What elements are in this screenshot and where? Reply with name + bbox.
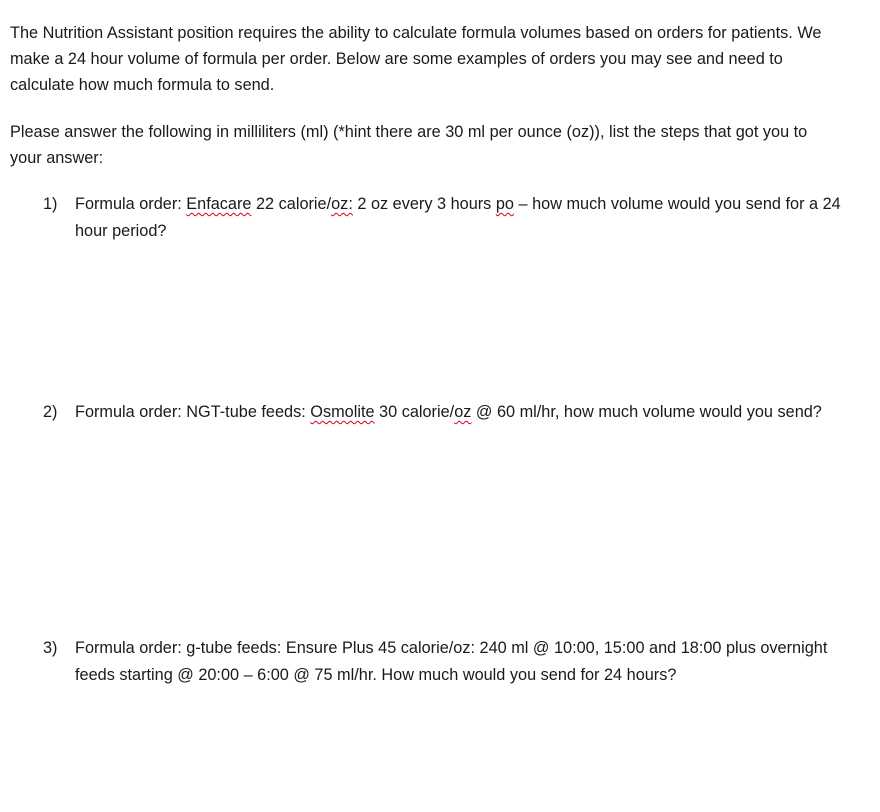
misspelled-word: Osmolite: [310, 403, 375, 421]
question-2: [43, 399, 843, 426]
intro-paragraph: The Nutrition Assistant position requires the ability to calculate formula volumes based on orders for patients. We make a 24 hour volume of formula per order. Below are some examples of orders you may see and need to calculate how much formula to send.: [10, 24, 822, 94]
instructions-paragraph: Please answer the following in milliliters (ml) (*hint there are 30 ml per ounce (oz)), list the steps that got you to your answer:: [10, 123, 808, 167]
misspelled-word: po: [495, 195, 514, 213]
question-text: [75, 399, 843, 426]
question-text: [75, 191, 843, 245]
question-text: [75, 635, 843, 689]
question-1: [43, 191, 843, 245]
question-text-segment: 22 calorie/: [251, 195, 332, 213]
question-3: [43, 635, 843, 689]
question-number: 1): [43, 195, 58, 213]
question-number: 3): [43, 639, 58, 657]
misspelled-word: oz:: [331, 195, 353, 213]
question-text-segment: 2 oz every 3 hours: [352, 195, 496, 213]
question-text-segment: @ 60 ml/hr, how much volume would you send?: [471, 403, 822, 421]
question-text-segment: – how much volume would you send for a 24 hour period?: [75, 195, 841, 240]
question-text-segment: Formula order:: [75, 195, 187, 213]
question-number: 2): [43, 403, 58, 421]
misspelled-word: oz: [454, 403, 472, 421]
question-text-segment: Formula order: NGT-tube feeds:: [75, 403, 311, 421]
question-text-segment: 30 calorie/: [374, 403, 455, 421]
question-text-segment: Formula order: g-tube feeds: Ensure Plus 45 calorie/oz: 240 ml @ 10:00, 15:00 and 18:00 plus overnight feeds starting @ 20:00 – 6:00 @ 75 ml/hr. How much would you send for 24 hours?: [75, 639, 828, 684]
misspelled-word: Enfacare: [186, 195, 252, 213]
